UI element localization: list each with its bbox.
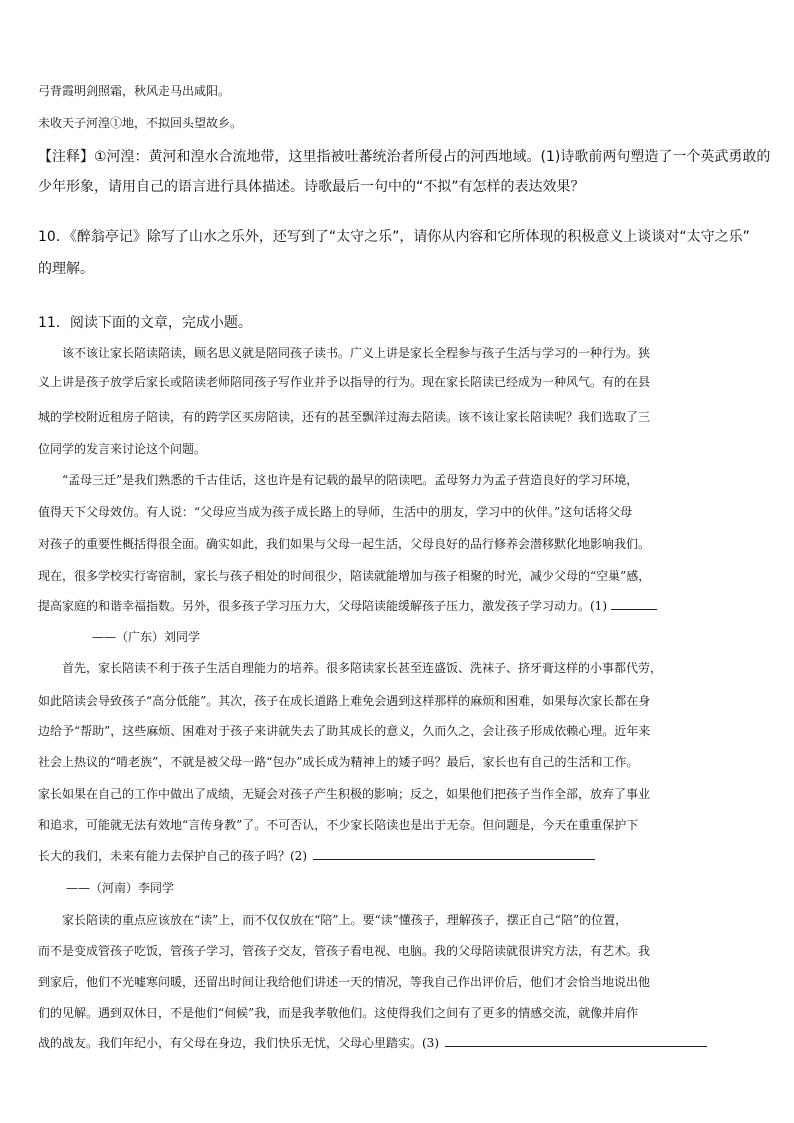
answer-blank-1[interactable] <box>611 597 657 610</box>
para3-line: 边给予“帮助”，这些麻烦、困难对于孩子来讲就失去了助其成长的意义，久而久之，会让孩子形成依赖心理。近年来 <box>38 724 651 738</box>
poem-line-2: 未收天子河湟①地，不拟回头望故乡。 <box>38 116 243 130</box>
para3-line: 首先，家长陪读不利于孩子生活自理能力的培养。很多陪读家长甚至连盛饭、洗袜子、挤牙膏这样的小事都代劳， <box>62 661 663 675</box>
para3-line: 和追求，可能就无法有效地“言传身教”了。不可否认，不少家长陪读也是出于无奈。但问题是，今天在重重保护下 <box>38 818 639 832</box>
para2-line: 现在，很多学校实行寄宿制，家长与孩子相处的时间很少，陪读就能增加与孩子相聚的时光，减少父母的“空巢”感， <box>38 569 651 583</box>
para3-line: 家长如果在自己的工作中做出了成绩，无疑会对孩子产生积极的影响；反之，如果他们把孩子当作全部，放弃了事业 <box>38 787 651 801</box>
signature-henan: ——（河南）李同学 <box>66 881 175 895</box>
para3-line: 如此陪读会导致孩子“高分低能”。其次，孩子在成长道路上难免会遇到这样那样的麻烦和困难，如果每次家长都在身 <box>38 694 651 708</box>
note-line-2: 少年形象，请用自己的语言进行具体描述。诗歌最后一句中的“不拟”有怎样的表达效果？ <box>38 179 585 195</box>
question-10-line-1: 10．《醉翁亭记》除写了山水之乐外，还写到了“太守之乐”，请你从内容和它所体现的积极意义上谈谈对“太守之乐” <box>38 229 750 245</box>
para2-line: 值得天下父母效仿。有人说：“父母应当成为孩子成长路上的导师，生活中的朋友，学习中的伙伴。”这句话将父母 <box>38 505 633 519</box>
para2-line: “孟母三迁”是我们熟悉的千古佳话，这也许是有记载的最早的陪读吧。孟母努力为孟子营造良好的学习环境， <box>62 473 639 487</box>
para3-last-text: 长大的我们，未来有能力去保护自己的孩子吗？(2) <box>38 849 307 863</box>
para2-line-with-blank <box>38 597 657 614</box>
note-line-1: 【注释】①河湟：黄河和湟水合流地带，这里指被吐蕃统治者所侵占的河西地域。(1)诗歌前两句塑造了一个英武勇敢的 <box>38 149 771 165</box>
para3-line: 社会上热议的“啃老族”，不就是被父母一路“包办”成长成为精神上的矮子吗？最后，家长也有自己的生活和工作。 <box>38 755 639 769</box>
para1-line: 位同学的发言来讨论这个问题。 <box>38 442 207 456</box>
question-10-line-2: 的理解。 <box>38 261 94 277</box>
para4-line: 们的见解。遇到双休日，不是他们“伺候”我，而是我孝敬他们。这使得我们之间有了更多的情感交流，就像并肩作 <box>38 1006 639 1020</box>
para1-line: 城的学校附近租房子陪读，有的跨学区买房陪读，还有的甚至飘洋过海去陪读。该不该让家长陪读呢？我们选取了三 <box>38 410 651 424</box>
answer-blank-2[interactable] <box>313 847 595 860</box>
para4-line: 到家后，他们不光嘘寒问暖，还留出时间让我给他们讲述一天的情况，等我自己作出评价后，他们才会恰当地说出他 <box>38 975 651 989</box>
para2-last-text: 提高家庭的和谐幸福指数。另外，很多孩子学习压力大，父母陪读能缓解孩子压力，激发孩子学习动力。(1) <box>38 599 608 613</box>
question-11-title: 11．阅读下面的文章，完成小题。 <box>38 315 252 331</box>
para4-line: 家长陪读的重点应该放在“读”上，而不仅仅放在“陪”上。要“读”懂孩子，理解孩子，摆正自己“陪”的位置， <box>62 913 628 927</box>
para4-line-with-blank <box>38 1034 707 1051</box>
para3-line-with-blank <box>38 847 595 864</box>
para4-line: 而不是变成管孩子吃饭，管孩子学习，管孩子交友，管孩子看电视、电脑。我的父母陪读就很讲究方法，有艺术。我 <box>38 944 651 958</box>
poem-line-1: 弓背霞明剑照霜，秋风走马出咸阳。 <box>38 84 231 98</box>
answer-blank-3[interactable] <box>445 1034 707 1047</box>
para1-line: 义上讲是孩子放学后家长或陪读老师陪同孩子写作业并予以指导的行为。现在家长陪读已经成为一种风气。有的在县 <box>38 375 651 389</box>
para4-last-text: 战的战友。我们年纪小，有父母在身边，我们快乐无忧，父母心里踏实。(3) <box>38 1036 440 1050</box>
para2-line: 对孩子的重要性概括得很全面。确实如此，我们如果与父母一起生活，父母良好的品行修养会潜移默化地影响我们。 <box>38 537 651 551</box>
signature-guangdong: ——（广东）刘同学 <box>92 630 201 644</box>
para1-line: 该不该让家长陪读陪读，顾名思义就是陪同孩子读书。广义上讲是家长全程参与孩子生活与学习的一种行为。狭 <box>62 346 651 360</box>
